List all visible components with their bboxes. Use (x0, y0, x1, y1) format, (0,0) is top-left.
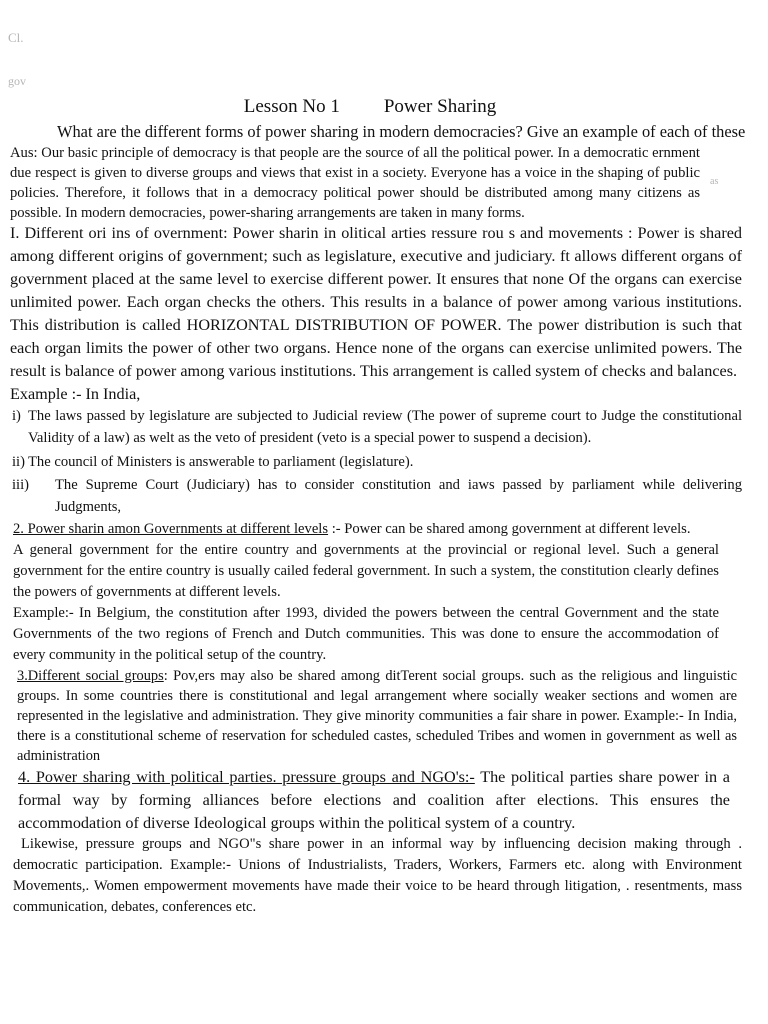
list-item-text: The council of Ministers is answerable to parliament (legislature). (28, 454, 414, 470)
section1-example-lead: Example :- In India, (10, 385, 141, 403)
section-political-parties (18, 766, 730, 835)
list-item-text: The laws passed by legislature are subjected to Judicial review (The power of supreme court to Judge the constitutional Validity of a law) as welt as the veto of president (veto is a special power to suspend a decision). (28, 408, 742, 446)
section3-heading: 3.Different social groups (17, 668, 164, 684)
list-marker: iii) (12, 477, 30, 493)
section-horizontal-distribution (10, 222, 742, 406)
question-text: What are the different forms of power sharing in modern democracies? Give an example of each of these (57, 122, 746, 141)
section4-paragraph (18, 766, 730, 835)
section-social-groups (17, 666, 737, 766)
section2-body: A general government for the entire country and governments at the provincial or regional level. Such a general government for the entire country is usually cailed federal government. In such a system, the constitution clearly defines the powers of governments at different levels. (13, 542, 719, 600)
section2-lead-line (13, 519, 719, 540)
answer-intro (10, 143, 700, 223)
list-marker: i) (12, 408, 21, 424)
section4-body: The political parties share power in a formal way by forming alliances before elections and coalition after elections. This ensures the accommodation of diverse Ideological groups within the political system of a country. (18, 768, 730, 832)
lesson-topic: Power Sharing (383, 96, 497, 117)
section1-text: I. Different ori ins of overnment: Power sharin in olitical arties ressure rou s and movements : Power is shared among different origins of government; such as legislature, executive and judiciary. ft allows different organs of government placed at the same level to exercise different power. It ensures that none Of the organs can exercise unlimited power. Each organ checks the others. This results in a balance of power among various institutions. This distribution is called HORIZONTAL DISTRIBUTION OF POWER. The power distribution is such that each organ limits the power of other two organs. Hence none of the organs can exercise unlimited powers. The result is balance of power among various institutions. This arrangement is called system of checks and balances. (10, 224, 742, 380)
section2-lead: :- Power can be shared among government at different levels. (328, 521, 691, 537)
lesson-number: Lesson No 1 (243, 96, 340, 117)
faint-header-mark: Cl. (8, 30, 24, 45)
section4-heading: 4. Power sharing with political parties. pressure groups and NGO's:- (18, 768, 475, 786)
section2-heading: 2. Power sharin amon Governments at different levels (13, 521, 329, 537)
example-list (12, 405, 742, 520)
section5-body: Likewise, pressure groups and NGO"s share power in an informal way by influencing decision making through . democratic participation. Example:- Unions of Industrialists, Traders, Workers, Farmers etc. along with Environment Movements,. Women empowerment movements have made their voice to be heard through litigation, . resentments, mass communication, debates, conferences etc. (13, 836, 742, 915)
list-item-text: The Supreme Court (Judiciary) has to consider constitution and iaws passed by parliament while delivering Judgments, (55, 477, 742, 515)
section3-paragraph (17, 666, 737, 766)
section2-example: Example:- In Belgium, the constitution after 1993, divided the powers between the central Government and the state Governments of the two regions of French and Dutch communities. This was done to ensure the accommodation of every community in the political setup of the country. (13, 605, 719, 663)
faint-header-text: gov (8, 74, 26, 88)
section3-body: : Pov,ers may also be shared among ditTerent social groups. such as the religious and linguistic groups. In some countries there is constitutional and legal arrangement where socially weaker sections and women are represented in the legislative and administration. They give minority communities a fair share in power. Example:- In India, there is a constitutional scheme of reservation for scheduled castes, scheduled Tribes and women in government as well as administration (17, 668, 737, 764)
page-title (0, 96, 740, 118)
answer-intro-text: Aus: Our basic principle of democracy is that people are the source of all the political power. In a democratic ernment due respect is given to diverse groups and views that exist in a society. Everyone has a voice in the shaping of public policies. Therefore, it follows that in a democracy political power should be distributed among many citizens as possible. In modern democracies, power-sharing arrangements are taken in many forms. (10, 145, 700, 221)
list-item (12, 405, 742, 449)
section-government-levels (13, 519, 719, 666)
list-item (12, 451, 742, 473)
list-marker: ii) (12, 454, 25, 470)
list-item (12, 474, 742, 518)
section-pressure-groups (13, 834, 742, 918)
faint-margin-mark: as (710, 176, 719, 187)
